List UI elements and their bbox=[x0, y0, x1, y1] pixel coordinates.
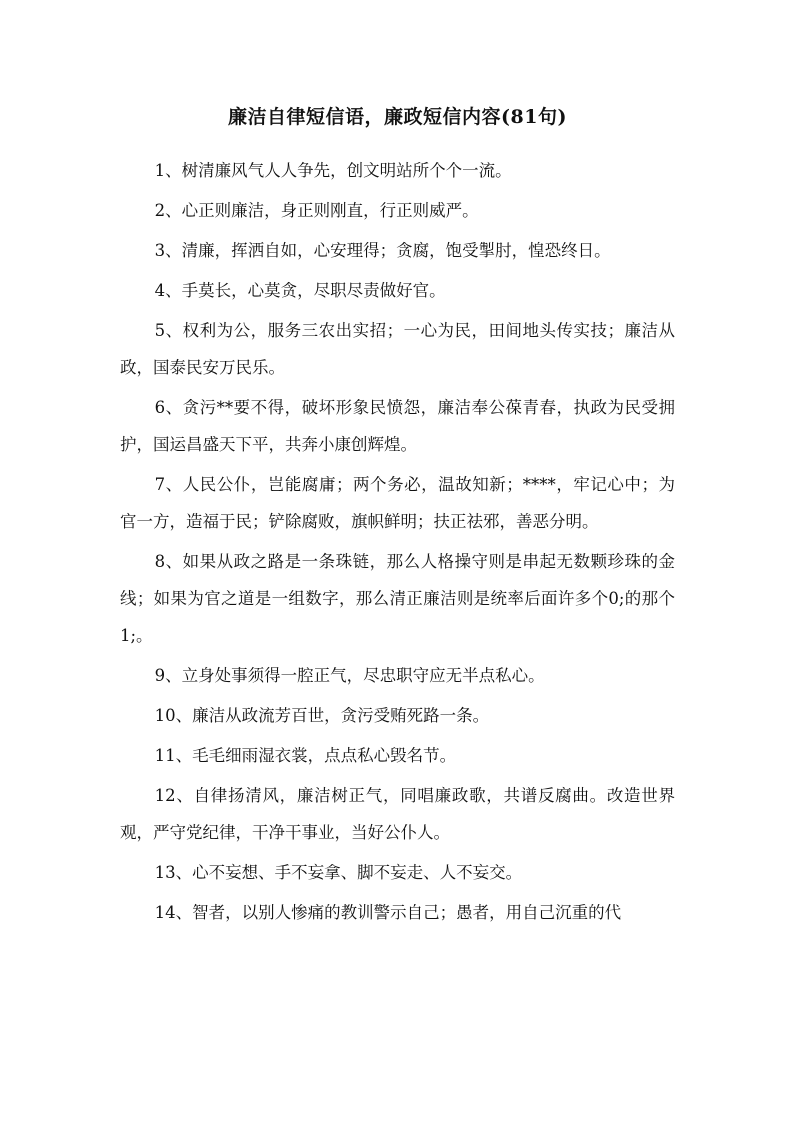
list-item: 3、清廉，挥洒自如，心安理得；贪腐，饱受掣肘，惶恐终日。 bbox=[154, 241, 611, 260]
list-item: 13、心不妄想、手不妄拿、脚不妄走、人不妄交。 bbox=[154, 863, 523, 882]
list-item: 2、心正则廉洁，身正则刚直，行正则威严。 bbox=[154, 201, 479, 220]
list-item: 8、如果从政之路是一条珠链，那么人格操守则是串起无数颗珍珠的金线；如果为官之道是一组数字，那么清正廉洁则是统率后面许多个0;的那个1;。 bbox=[120, 552, 675, 645]
list-item: 1、树清廉风气人人争先，创文明站所个个一流。 bbox=[154, 161, 512, 180]
list-item: 6、贪污**要不得，破坏形象民愤怨，廉洁奉公葆青春，执政为民受拥护，国运昌盛天下平，共奔小康创辉煌。 bbox=[120, 398, 675, 454]
list-item: 7、人民公仆，岂能腐庸；两个务必，温故知新；****，牢记心中；为官一方，造福于民；铲除腐败，旗帜鲜明；扶正祛邪，善恶分明。 bbox=[120, 475, 675, 531]
list-item: 5、权利为公，服务三农出实招；一心为民，田间地头传实技；廉洁从政，国泰民安万民乐。 bbox=[120, 321, 675, 377]
list-item: 14、智者，以别人惨痛的教训警示自己；愚者，用自己沉重的代 bbox=[154, 903, 622, 922]
entry-list bbox=[120, 152, 675, 931]
list-item: 4、手莫长，心莫贪，尽职尽责做好官。 bbox=[154, 281, 446, 300]
document-title: 廉洁自律短信语，廉政短信内容(81句) bbox=[228, 106, 567, 128]
list-item: 9、立身处事须得一腔正气，尽忠职守应无半点私心。 bbox=[154, 666, 545, 685]
list-item: 10、廉洁从政流芳百世，贪污受贿死路一条。 bbox=[154, 706, 490, 725]
list-item: 11、毛毛细雨湿衣裳，点点私心毁名节。 bbox=[154, 746, 457, 765]
list-item: 12、自律扬清风，廉洁树正气，同唱廉政歌，共谱反腐曲。改造世界观，严守党纪律，干净干事业，当好公仆人。 bbox=[120, 786, 675, 842]
